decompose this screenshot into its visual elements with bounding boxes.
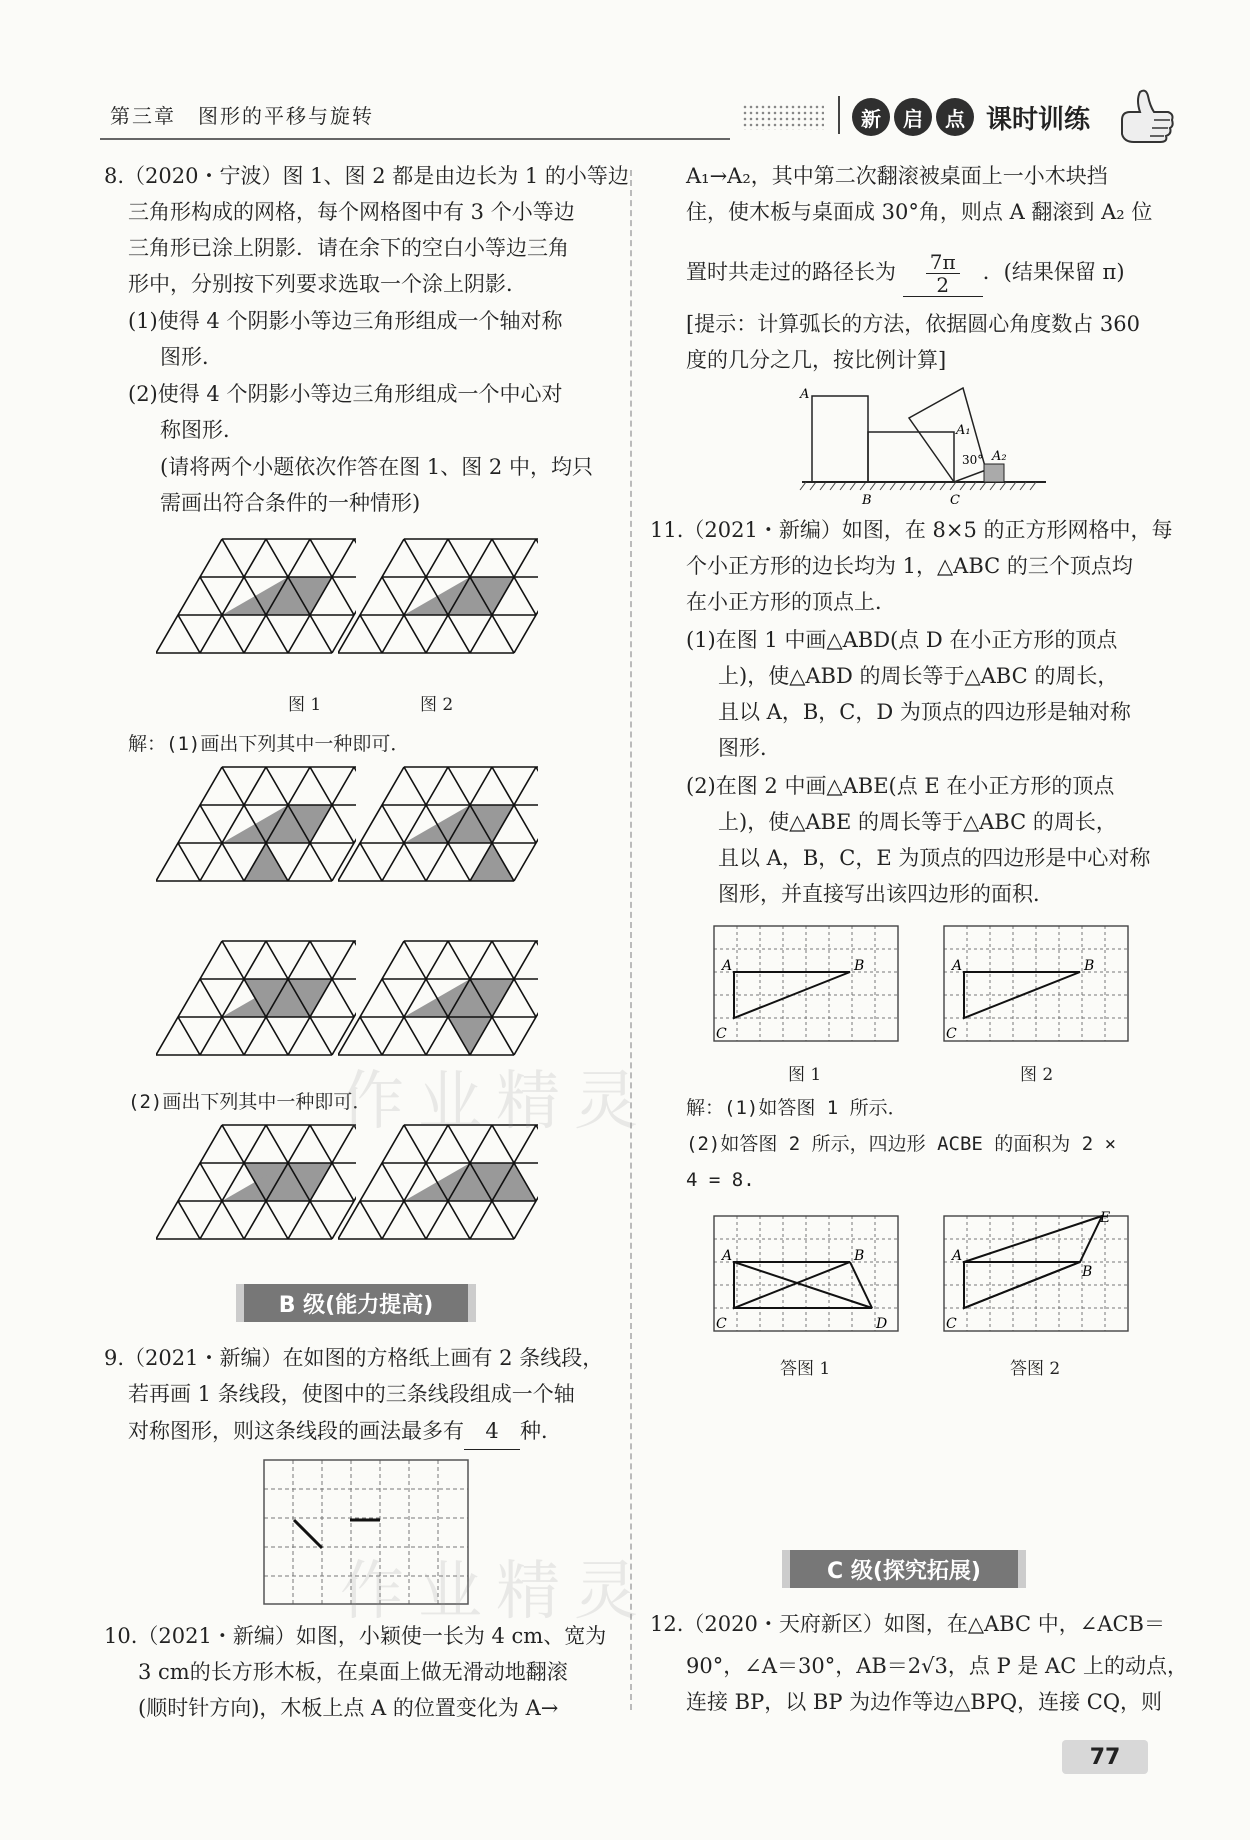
q11-fig-1 [702, 920, 902, 1046]
q11-f2-label-b: B [1084, 958, 1095, 974]
q11-a1-label-a: A [722, 1248, 733, 1264]
q11-answer-2-caption: 答图 2 [1010, 1359, 1061, 1379]
brand-text: 课时训练 [986, 104, 1091, 135]
q11-line-4: (1)在图 1 中画△ABD(点 D 在小正方形的顶点 [686, 628, 1118, 652]
q11-f2-label-c: C [946, 1026, 957, 1042]
q10-hint-1: [提示：计算弧长的方法，依据圆心角度数占 360 [686, 312, 1140, 336]
q12-line-2: 90°，∠A＝30°，AB＝2√3，点 P 是 AC 上的动点， [686, 1654, 1188, 1678]
q8-fig-1-caption: 图 1 [288, 695, 322, 715]
q8-fig-2 [338, 536, 538, 671]
q8-solution-2: (2)画出下列其中一种即可． [128, 1091, 372, 1113]
watermark-2: 作业精灵 [340, 1555, 652, 1629]
q11-a2-label-a: A [952, 1248, 963, 1264]
q8-line-2: 三角形构成的网格，每个网格图中有 3 个小等边 [128, 200, 575, 224]
shaded-triangle [470, 843, 514, 881]
q8-line-6: 图形． [160, 345, 223, 369]
q10-angle-label: 30° [962, 453, 984, 467]
q8-fig-1 [156, 536, 356, 671]
thumbs-up-icon [1110, 82, 1180, 152]
q12-line-1: 12.（2020・天府新区）如图，在△ABC 中，∠ACB＝ [650, 1612, 1165, 1636]
q8-line-10: 需画出符合条件的一种情形) [160, 491, 421, 515]
q8-line-1: 8.（2020・宁波）图 1、图 2 都是由边长为 1 的小等边 [104, 164, 629, 188]
q9-line-3-text: 对称图形，则这条线段的画法最多有 [128, 1419, 464, 1443]
q10-label-c: C [950, 493, 960, 508]
q10-line-4: A₁→A₂，其中第二次翻滚被桌面上一小木块挡 [686, 164, 1108, 188]
q8-answer-2a [156, 1122, 356, 1257]
q9-answer: 4 [464, 1413, 520, 1450]
q11-f2-label-a: A [952, 958, 963, 974]
q10-label-a: A [800, 387, 810, 402]
q11-f1-label-a: A [722, 958, 733, 974]
q11-line-9: 上)，使△ABE 的周长等于△ABC 的周长， [718, 810, 1117, 834]
q11-line-2: 个小正方形的边长均为 1，△ABC 的三个顶点均 [686, 554, 1133, 578]
q10-answer-denominator: 2 [936, 273, 950, 297]
header-rule [100, 138, 730, 140]
q11-line-10: 且以 A，B，C，E 为顶点的四边形是中心对称 [718, 846, 1151, 870]
q11-line-1: 11.（2021・新编）如图，在 8×5 的正方形网格中，每 [650, 518, 1173, 542]
brand-circle-1: 新 [852, 98, 890, 136]
q11-line-8: (2)在图 2 中画△ABE(点 E 在小正方形的顶点 [686, 774, 1115, 798]
watermark-1: 作业精灵 [340, 1065, 652, 1139]
q8-answer-1b [338, 764, 538, 899]
q11-fig-1-caption: 图 1 [788, 1065, 822, 1085]
q11-answer-fig-1 [702, 1210, 902, 1336]
q8-line-5: (1)使得 4 个阴影小等边三角形组成一个轴对称 [128, 309, 563, 333]
q10-line-2: 3 cm的长方形木板，在桌面上做无滑动地翻滚 [138, 1660, 568, 1684]
q10-answer [903, 250, 983, 297]
q11-a1-label-b: B [854, 1248, 865, 1264]
q8-line-4: 形中，分别按下列要求选取一个涂上阴影． [128, 272, 527, 296]
q11-a1-label-c: C [716, 1316, 727, 1332]
q8-answer-2b [338, 1122, 538, 1257]
shaded-triangle [244, 843, 288, 881]
q9-line-1: 9.（2021・新编）在如图的方格纸上画有 2 条线段， [104, 1346, 604, 1370]
q8-line-8: 称图形． [160, 418, 244, 442]
header-divider [838, 96, 840, 134]
q10-answer-fraction [926, 251, 960, 296]
q11-f1-label-c: C [716, 1026, 727, 1042]
q10-line-1: 10.（2021・新编）如图，小颖使一长为 4 cm、宽为 [104, 1624, 607, 1648]
q8-line-7: (2)使得 4 个阴影小等边三角形组成一个中心对 [128, 382, 563, 406]
q11-line-7: 图形． [718, 736, 781, 760]
q11-line-11: 图形，并直接写出该四边形的面积． [718, 882, 1054, 906]
q10-line-3: (顺时针方向)，木板上点 A 的位置变化为 A→ [138, 1696, 559, 1720]
square-grid-lines [714, 926, 898, 1041]
q10-line-6-end: ．(结果保留 π) [982, 260, 1125, 284]
q11-fig-2 [932, 920, 1132, 1046]
q10-line-6 [686, 250, 1125, 297]
q10-line-5: 住，使木板与桌面成 30°角，则点 A 翻滚到 A₂ 位 [686, 200, 1153, 224]
q10-label-a1: A₁ [956, 423, 971, 438]
page-number: 77 [1062, 1740, 1148, 1774]
square-grid-lines [944, 1216, 1128, 1331]
q9-line-3 [128, 1413, 562, 1450]
q10-answer-numerator: 7π [926, 251, 960, 274]
q11-a2-label-c: C [946, 1316, 957, 1332]
q11-answer-1-caption: 答图 1 [780, 1359, 831, 1379]
q12-line-3: 连接 BP，以 BP 为边作等边△BPQ，连接 CQ，则 [686, 1690, 1163, 1714]
q8-line-9: (请将两个小题依次作答在图 1、图 2 中，均只 [160, 455, 593, 479]
q11-line-3: 在小正方形的顶点上． [686, 590, 896, 614]
q10-hint-2: 度的几分之几，按比例计算] [686, 348, 947, 372]
q8-solution-1: 解：(1)画出下列其中一种即可． [128, 733, 410, 755]
q11-solution-1: 解：(1)如答图 1 所示． [686, 1097, 907, 1119]
q11-a2-label-e: E [1100, 1210, 1111, 1226]
level-b-banner: B 级(能力提高) [236, 1284, 476, 1322]
brand-logo [852, 98, 1090, 136]
q11-a1-label-d: D [876, 1316, 888, 1332]
level-c-banner: C 级(探究拓展) [782, 1550, 1026, 1588]
q8-line-3: 三角形已涂上阴影．请在余下的空白小等边三角 [128, 236, 569, 260]
header-dots [742, 104, 824, 130]
column-divider [630, 170, 632, 1710]
q8-answer-1c [156, 938, 356, 1073]
q8-answer-1a [156, 764, 356, 899]
q11-solution-2: (2)如答图 2 所示，四边形 ACBE 的面积为 2 × [686, 1133, 1117, 1155]
q10-label-b: B [862, 493, 872, 508]
brand-circle-2: 启 [894, 98, 932, 136]
q11-line-6: 且以 A，B，C，D 为顶点的四边形是轴对称 [718, 700, 1131, 724]
square-grid-lines [714, 1216, 898, 1331]
q11-line-5: 上)，使△ABD 的周长等于△ABC 的周长， [718, 664, 1119, 688]
q10-line-6-text: 置时共走过的路径长为 [686, 260, 896, 284]
q11-f1-label-b: B [854, 958, 865, 974]
q10-label-a2: A₂ [992, 449, 1007, 464]
chapter-title: 第三章 图形的平移与旋转 [110, 104, 374, 128]
q11-answer-fig-2 [932, 1210, 1132, 1336]
brand-circle-3: 点 [936, 98, 974, 136]
q10-figure [796, 380, 1056, 508]
q9-line-2: 若再画 1 条线段，使图中的三条线段组成一个轴 [128, 1382, 575, 1406]
square-grid-lines [944, 926, 1128, 1041]
q9-line-3-end: 种． [520, 1419, 562, 1443]
q11-solution-3: 4 = 8. [686, 1169, 755, 1191]
q11-fig-2-caption: 图 2 [1020, 1065, 1054, 1085]
q8-fig-2-caption: 图 2 [420, 695, 454, 715]
q11-a2-label-b: B [1082, 1264, 1093, 1280]
